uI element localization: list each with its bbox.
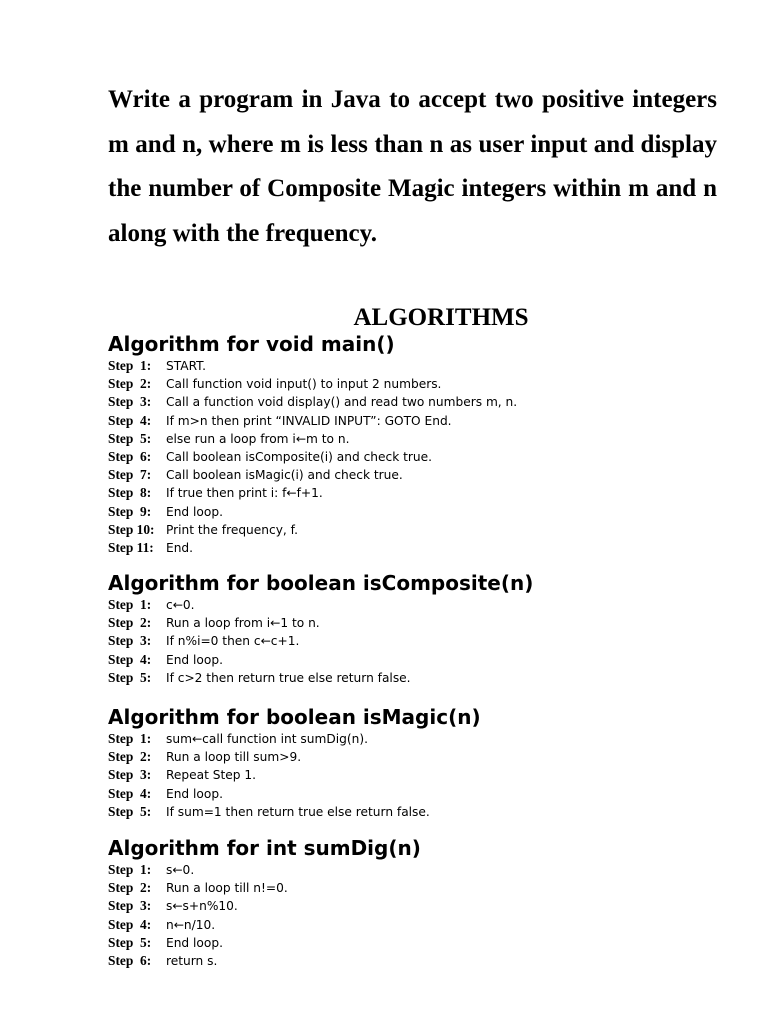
step-item bbox=[108, 466, 748, 484]
step-item bbox=[108, 916, 748, 934]
step-text: Call a function void display() and read two numbers m, n. bbox=[166, 395, 518, 410]
step-label: Step 4: bbox=[108, 651, 152, 667]
step-item bbox=[108, 430, 748, 448]
step-item bbox=[108, 503, 748, 521]
step-label: Step 3: bbox=[108, 394, 152, 410]
step-item bbox=[108, 357, 748, 375]
step-label: Step 4: bbox=[108, 916, 152, 932]
step-label: Step 6: bbox=[108, 952, 152, 968]
step-label: Step 2: bbox=[108, 615, 152, 631]
step-text: End loop. bbox=[166, 504, 223, 519]
step-list bbox=[108, 861, 748, 970]
step-item bbox=[108, 614, 748, 632]
step-item bbox=[108, 393, 748, 411]
step-text: End. bbox=[166, 540, 194, 555]
algorithm-main bbox=[108, 333, 748, 557]
step-label: Step 1: bbox=[108, 358, 152, 373]
algorithm-is-composite bbox=[108, 572, 748, 687]
algorithm-sum-dig bbox=[108, 837, 748, 970]
step-text: c←0. bbox=[166, 598, 195, 612]
step-list bbox=[108, 357, 748, 557]
step-item bbox=[108, 934, 748, 952]
step-text: If sum=1 then return true else return false. bbox=[166, 804, 430, 819]
step-item bbox=[108, 596, 748, 614]
step-text: Run a loop till sum>9. bbox=[166, 750, 302, 765]
step-item bbox=[108, 766, 748, 784]
step-label: Step 5: bbox=[108, 934, 152, 950]
step-text: return s. bbox=[166, 953, 218, 968]
algorithm-title: Algorithm for boolean isMagic(n) bbox=[108, 705, 481, 729]
step-item bbox=[108, 539, 748, 557]
step-text: s←s+n%10. bbox=[166, 899, 238, 914]
step-text: Run a loop from i←1 to n. bbox=[166, 616, 320, 631]
problem-statement: Write a program in Java to accept two positive integers m and n, where m is less than n as user input and display the number of Composite Magic integers within m and n along with the frequency. bbox=[108, 86, 717, 247]
step-text: Call function void input() to input 2 numbers. bbox=[166, 377, 442, 392]
step-label: Step 2: bbox=[108, 749, 152, 765]
step-item bbox=[108, 484, 748, 502]
step-item bbox=[108, 412, 748, 430]
step-label: Step 3: bbox=[108, 898, 152, 914]
step-item bbox=[108, 448, 748, 466]
algorithm-title: Algorithm for int sumDig(n) bbox=[108, 836, 421, 860]
step-label: Step 11: bbox=[108, 539, 154, 555]
step-item bbox=[108, 861, 748, 879]
step-text: s←0. bbox=[166, 863, 195, 877]
step-label: Step 6: bbox=[108, 448, 152, 464]
step-item bbox=[108, 952, 748, 970]
step-item bbox=[108, 803, 748, 821]
step-item bbox=[108, 730, 748, 748]
step-list bbox=[108, 730, 748, 821]
step-item bbox=[108, 785, 748, 803]
step-text: else run a loop from i←m to n. bbox=[166, 431, 350, 446]
step-text: sum←call function int sumDig(n). bbox=[166, 732, 368, 746]
step-text: Call boolean isMagic(i) and check true. bbox=[166, 468, 403, 483]
step-text: If c>2 then return true else return false. bbox=[166, 670, 411, 685]
step-label: Step 5: bbox=[108, 669, 152, 685]
step-label: Step 2: bbox=[108, 376, 152, 392]
step-label: Step 1: bbox=[108, 862, 152, 877]
step-list bbox=[108, 596, 748, 687]
step-label: Step 1: bbox=[108, 597, 152, 612]
step-item bbox=[108, 375, 748, 393]
step-item bbox=[108, 632, 748, 650]
step-text: Call boolean isComposite(i) and check true. bbox=[166, 449, 433, 464]
algorithms-heading: ALGORITHMS bbox=[353, 304, 529, 331]
step-text: n←n/10. bbox=[166, 917, 216, 932]
step-label: Step 1: bbox=[108, 731, 152, 746]
step-item bbox=[108, 897, 748, 915]
step-text: If m>n then print “INVALID INPUT”: GOTO End. bbox=[166, 413, 452, 428]
step-text: Repeat Step 1. bbox=[166, 768, 257, 783]
step-text: End loop. bbox=[166, 935, 223, 950]
step-text: If n%i=0 then c←c+1. bbox=[166, 634, 300, 649]
algorithm-title: Algorithm for boolean isComposite(n) bbox=[108, 571, 534, 595]
step-label: Step 5: bbox=[108, 803, 152, 819]
step-label: Step 7: bbox=[108, 467, 152, 483]
step-text: If true then print i: f←f+1. bbox=[166, 486, 323, 501]
step-label: Step 4: bbox=[108, 785, 152, 801]
step-label: Step 3: bbox=[108, 767, 152, 783]
step-text: Run a loop till n!=0. bbox=[166, 881, 288, 896]
step-item bbox=[108, 879, 748, 897]
step-label: Step 2: bbox=[108, 880, 152, 896]
step-item bbox=[108, 521, 748, 539]
step-label: Step 3: bbox=[108, 633, 152, 649]
step-item bbox=[108, 748, 748, 766]
algorithm-title: Algorithm for void main() bbox=[108, 332, 395, 356]
step-item bbox=[108, 669, 748, 687]
step-text: START. bbox=[166, 359, 207, 373]
step-label: Step 5: bbox=[108, 430, 152, 446]
step-text: Print the frequency, f. bbox=[166, 522, 298, 537]
step-label: Step 9: bbox=[108, 503, 152, 519]
algorithm-is-magic bbox=[108, 706, 748, 821]
step-label: Step 10: bbox=[108, 521, 155, 537]
step-label: Step 4: bbox=[108, 412, 152, 428]
step-item bbox=[108, 651, 748, 669]
step-text: End loop. bbox=[166, 652, 223, 667]
step-text: End loop. bbox=[166, 786, 223, 801]
step-label: Step 8: bbox=[108, 485, 152, 501]
